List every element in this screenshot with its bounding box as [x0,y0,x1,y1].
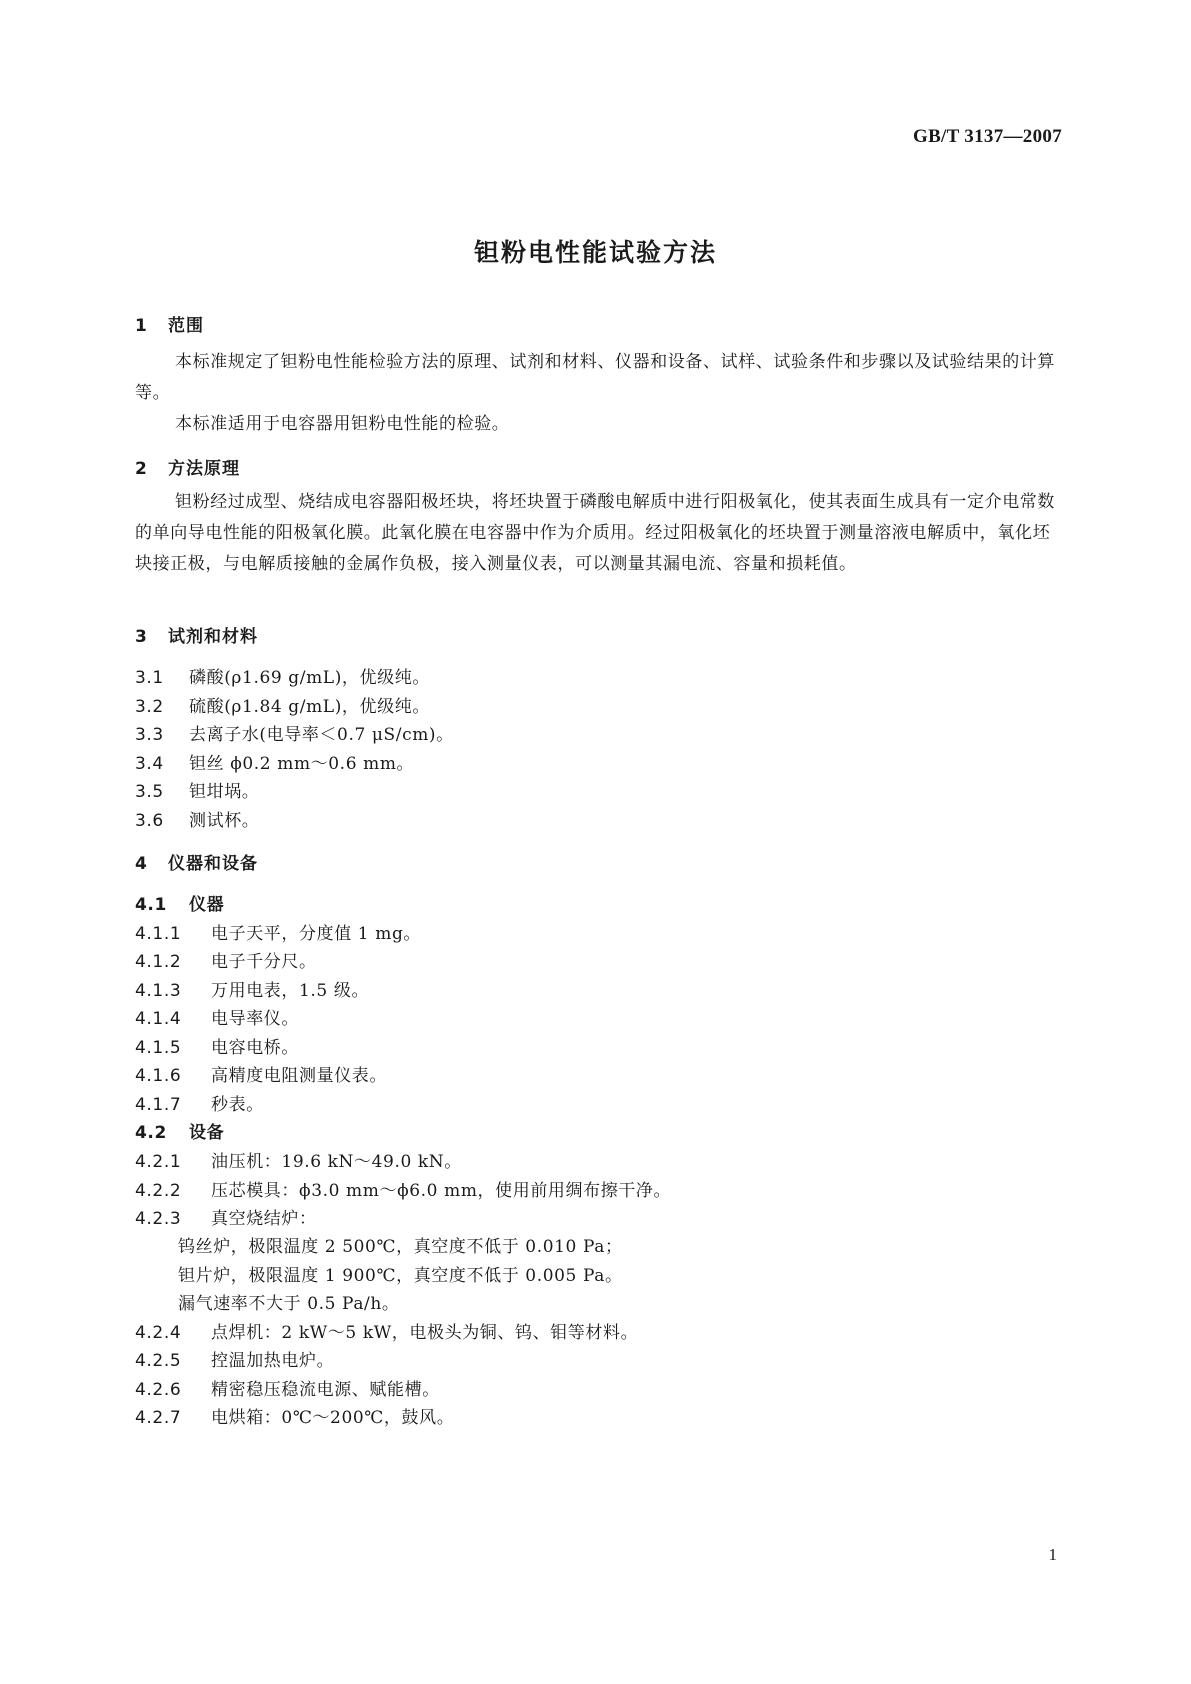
document-title: 钽粉电性能试验方法 [473,238,717,267]
list-item: 4.2.3 真空烧结炉： [135,1209,317,1229]
list-item: 4.2.1 油压机：19.6 kN～49.0 kN。 [135,1152,462,1172]
list-item: 3.2 硫酸(ρ1.84 g/mL)，优级纯。 [135,697,430,717]
list-item: 4.2.7 电烘箱：0℃～200℃，鼓风。 [135,1408,455,1428]
section-number: 4 [135,854,148,874]
list-item: 4.2.4 点焊机：2 kW～5 kW，电极头为铜、钨、钼等材料。 [135,1323,639,1343]
list-item: 3.3 去离子水(电导率＜0.7 μS/cm)。 [135,725,454,745]
list-item: 4.1.5 电容电桥。 [135,1038,299,1058]
section-number: 3 [135,627,148,647]
section-1-paragraph-1: 本标准规定了钽粉电性能检验方法的原理、试剂和材料、仪器和设备、试样、试验条件和步骤以及试验结果的计算等。 [135,352,1055,403]
list-item: 4.1.3 万用电表，1.5 级。 [135,981,370,1001]
furnace-line: 钽片炉，极限温度 1 900℃，真空度不低于 0.005 Pa。 [178,1266,623,1286]
furnace-line: 钨丝炉，极限温度 2 500℃，真空度不低于 0.010 Pa； [178,1237,623,1257]
list-item: 4.1.7 秒表。 [135,1095,264,1115]
section-title: 试剂和材料 [168,627,258,647]
standard-code: GB/T 3137—2007 [912,126,1062,147]
list-item: 3.6 测试杯。 [135,811,260,831]
section-2-heading [135,454,240,479]
section-title: 仪器和设备 [168,854,258,874]
list-item: 4.2.2 压芯模具：ϕ3.0 mm～ϕ6.0 mm，使用前用绸布擦干净。 [135,1181,672,1201]
list-item: 4.2.6 精密稳压稳流电源、赋能槽。 [135,1380,440,1400]
section-title: 范围 [168,316,204,336]
list-item: 4.1.2 电子千分尺。 [135,952,317,972]
list-item: 3.5 钽坩埚。 [135,782,260,802]
furnace-line: 漏气速率不大于 0.5 Pa/h。 [178,1294,400,1314]
section-number: 2 [135,459,148,479]
section-1-heading [135,311,204,336]
subsection-4-1-heading: 4.1 仪器 [135,895,225,915]
list-item: 3.1 磷酸(ρ1.69 g/mL)，优级纯。 [135,668,430,688]
list-item: 4.1.6 高精度电阻测量仪表。 [135,1066,387,1086]
section-4-heading [135,849,258,874]
subsection-4-2-heading: 4.2 设备 [135,1123,225,1143]
section-2-paragraph-1: 钽粉经过成型、烧结成电容器阳极坯块，将坯块置于磷酸电解质中进行阳极氧化，使其表面生成具有一定介电常数的单向导电性能的阳极氧化膜。此氧化膜在电容器中作为介质用。经过阳极氧化的坯块置于测量溶液电解质中，氧化坯块接正极，与电解质接触的金属作负极，接入测量仪表，可以测量其漏电流、容量和损耗值。 [135,492,1055,574]
section-3-heading [135,622,258,647]
section-1-paragraph-2: 本标准适用于电容器用钽粉电性能的检验。 [175,414,510,434]
list-item: 4.1.4 电导率仪。 [135,1009,299,1029]
list-item: 3.4 钽丝 ϕ0.2 mm～0.6 mm。 [135,754,415,774]
section-title: 方法原理 [168,459,240,479]
list-item: 4.1.1 电子天平，分度值 1 mg。 [135,924,422,944]
list-item: 4.2.5 控温加热电炉。 [135,1351,335,1371]
page-number: 1 [1048,1545,1057,1564]
section-number: 1 [135,316,148,336]
